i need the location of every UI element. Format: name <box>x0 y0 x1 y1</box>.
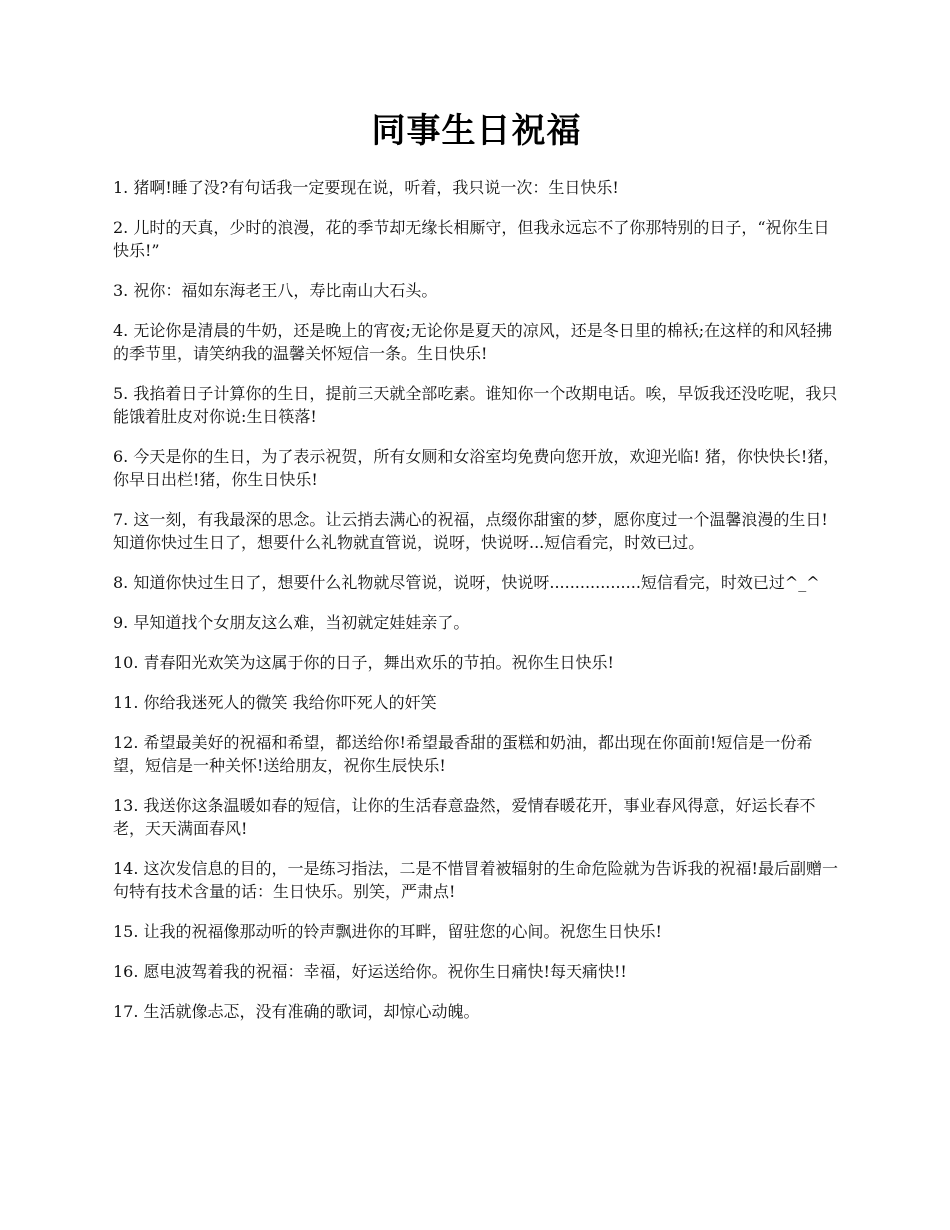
list-item: 12. 希望最美好的祝福和希望，都送给你!希望最香甜的蛋糕和奶油，都出现在你面前!短信是一份希望，短信是一种关怀!送给朋友，祝你生辰快乐! <box>113 733 813 775</box>
wish-list <box>113 176 840 1023</box>
list-item: 11. 你给我迷死人的微笑 我给你吓死人的奸笑 <box>113 693 437 712</box>
list-item: 9. 早知道找个女朋友这么难，当初就定娃娃亲了。 <box>113 613 470 632</box>
list-item: 10. 青春阳光欢笑为这属于你的日子，舞出欢乐的节拍。祝你生日快乐! <box>113 653 614 672</box>
list-item: 13. 我送你这条温暖如春的短信，让你的生活春意盎然，爱情春暖花开，事业春风得意，好运长春不老，天天满面春风! <box>113 796 816 838</box>
list-item: 1. 猪啊!睡了没?有句话我一定要现在说，听着，我只说一次：生日快乐! <box>113 178 619 197</box>
list-item: 5. 我掐着日子计算你的生日，提前三天就全部吃素。谁知你一个改期电话。唉，早饭我还没吃呢，我只能饿着肚皮对你说:生日筷落! <box>113 384 838 426</box>
list-item: 17. 生活就像忐忑，没有准确的歌词，却惊心动魄。 <box>113 1002 480 1021</box>
list-item: 15. 让我的祝福像那动听的铃声飘进你的耳畔，留驻您的心间。祝您生日快乐! <box>113 922 662 941</box>
list-item: 3. 祝你：福如东海老王八，寿比南山大石头。 <box>113 281 438 300</box>
list-item: 16. 愿电波驾着我的祝福：幸福，好运送给你。祝你生日痛快!每天痛快!! <box>113 962 627 981</box>
list-item: 8. 知道你快过生日了，想要什么礼物就尽管说，说呀，快说呀..................短信看完，时效已过^_^ <box>113 573 820 592</box>
list-item: 2. 儿时的天真，少时的浪漫，花的季节却无缘长相厮守，但我永远忘不了你那特别的日子，“祝你生日快乐!” <box>113 218 830 260</box>
list-item: 14. 这次发信息的目的，一是练习指法，二是不惜冒着被辐射的生命危险就为告诉我的祝福!最后副赠一句特有技术含量的话：生日快乐。别笑，严肃点! <box>113 859 838 901</box>
document-title: 同事生日祝福 <box>371 111 582 151</box>
list-item: 4. 无论你是清晨的牛奶，还是晚上的宵夜;无论你是夏天的凉风，还是冬日里的棉袄;在这样的和风轻拂的季节里，请笑纳我的温馨关怀短信一条。生日快乐! <box>113 321 833 363</box>
list-item: 7. 这一刻，有我最深的思念。让云捎去满心的祝福，点缀你甜蜜的梦，愿你度过一个温馨浪漫的生日! 知道你快过生日了，想要什么礼物就直管说，说呀，快说呀...短信看完，时效已过。 <box>113 510 828 552</box>
list-item: 6. 今天是你的生日，为了表示祝贺，所有女厕和女浴室均免费向您开放，欢迎光临! 猪，你快快长!猪，你早日出栏!猪，你生日快乐! <box>113 447 840 489</box>
